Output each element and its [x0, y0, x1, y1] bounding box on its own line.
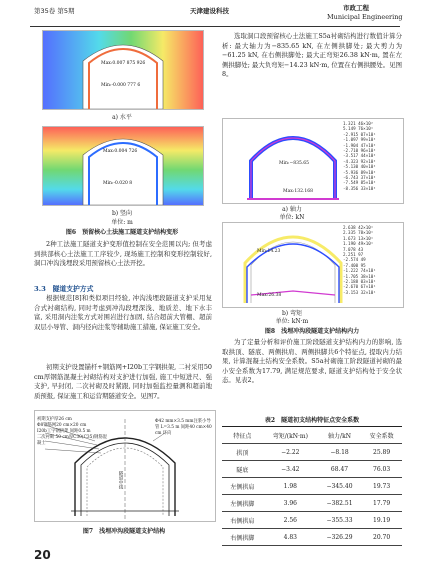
fig8b-legend-2: 1.673 13×10¹	[343, 235, 374, 241]
fig8b-min-label: Min:14.23	[257, 249, 281, 254]
journal-name: 天津建设科技	[190, 7, 229, 15]
fig8a-svg	[223, 119, 403, 203]
fig7-center-label: 隧道中线	[118, 471, 123, 489]
table-cell: −326.29	[318, 529, 361, 546]
fig7-drawing	[34, 410, 216, 522]
fig8b-legend-11: -2.670 67×10¹	[343, 284, 376, 290]
right-paragraph-2: 为了定量分析和评价施工阶段隧道支护结构内力的影响, 选取拱顶、隧底、两侧拱肩、两侧拱脚共6个特征点, 提取内力结果, 计算混凝土结构安全系数。S5a衬砌施工阶段隧道衬砌的最小安全系数为17.79, 满足规范要求, 隧道支护结构处于安全状态。见表2。	[222, 338, 402, 385]
fig8a-unit: 单位: kN	[279, 214, 305, 221]
table-cell: 1.98	[263, 478, 318, 495]
table-cell: 左侧拱肩	[222, 478, 263, 495]
fig8a-legend-4: -1.904 47×10²	[343, 142, 376, 148]
table-row	[222, 461, 402, 478]
fig8b-unit: 单位: kN·m	[275, 318, 309, 325]
fig8b-legend-1: 2.335 78×10¹	[343, 230, 374, 236]
fig8a-axial-force	[222, 118, 404, 204]
page-number: 20	[34, 548, 51, 562]
fig8a-min-label: Min:−835.65	[279, 161, 309, 166]
fig8b-legend-9: -1.705 38×10¹	[343, 273, 376, 279]
section-title-en: Municipal Engineering	[327, 13, 403, 21]
fig8b-legend	[343, 225, 376, 295]
table2	[222, 426, 402, 546]
fig8b-legend-4: 7.078 43	[343, 246, 364, 252]
fig8a-legend-1: 5.149 76×10¹	[343, 126, 374, 132]
fig8b-legend-12: -3.153 32×10¹	[343, 289, 376, 295]
fig7-note-2: Φ8钢筋网20 cm×20 cm	[37, 423, 87, 428]
fig8a-legend-9: -5.936 89×10²	[343, 169, 376, 175]
fig8b-legend-8: -1.222 74×10¹	[343, 268, 376, 274]
fig6a-contour	[42, 30, 204, 110]
fig6b-max-label: Max:0.004 726	[103, 149, 138, 154]
fig6a-svg	[43, 31, 203, 109]
table-cell: 17.79	[361, 495, 402, 512]
table-row	[222, 495, 402, 512]
fig8a-max-label: Max:132.168	[283, 189, 313, 194]
fig6a-max-label: Max:0.007 875 926	[101, 61, 146, 66]
table2-header-row	[222, 427, 402, 444]
fig7-note-3: I20b工字钢拱架 间距0.5 m	[37, 429, 91, 434]
table-row	[222, 512, 402, 529]
left-paragraph-3: 初期支护设置锚杆+钢筋网+I20b工字钢拱架, 二衬采用50 cm厚钢筋混凝土衬砌结构对支护进行加强, 施工中短进尺、强支护, 早封闭, 二次衬砌及时紧跟, 同时加强监控量测和超前地质预报, 保证施工和运营期隧道安全。见图7。	[34, 363, 212, 400]
fig8a-legend-3: -1.097 99×10²	[343, 137, 376, 143]
table-cell: −345.40	[318, 478, 361, 495]
fig8b-sublabel: b) 弯矩	[281, 310, 303, 317]
fig8a-sublabel: a) 轴力	[282, 206, 302, 213]
fig8b-legend-3: 1.190 49×10¹	[343, 241, 374, 247]
table-cell: 4.83	[263, 529, 318, 546]
table2-title: 表2 隧道初支结构特征点安全系数	[264, 417, 360, 424]
table2-header: 安全系数	[361, 427, 402, 444]
fig8a-legend-8: -5.130 40×10²	[343, 164, 376, 170]
fig8a-legend-5: -2.710 96×10²	[343, 148, 376, 154]
fig6b-contour	[42, 126, 204, 206]
fig6b-min-label: Min:-0.020 8	[103, 181, 133, 186]
fig7-note-1: 初期支护厚26 cm	[37, 417, 72, 422]
fig8a-legend-6: -3.517 44×10²	[343, 153, 376, 159]
fig6a-min-label: Min:-0.000 777 6	[101, 83, 141, 88]
fig8b-legend-5: 2.251 97	[343, 252, 364, 258]
table-cell: −355.33	[318, 512, 361, 529]
fig6b-svg	[43, 127, 203, 205]
table-cell: 右侧拱肩	[222, 512, 263, 529]
fig7-caption: 图7 浅埋冲沟段隧道支护结构	[82, 528, 166, 535]
table-cell: 拱顶	[222, 444, 263, 461]
table-row	[222, 529, 402, 546]
fig8b-legend-10: -2.188 03×10¹	[343, 279, 376, 285]
fig6b-sublabel: b) 竖向	[111, 210, 133, 217]
table-cell: −3.42	[263, 461, 318, 478]
table-cell: 20.70	[361, 529, 402, 546]
fig7-notes	[37, 417, 107, 447]
table-cell: 68.47	[318, 461, 361, 478]
section-title-cn: 市政工程	[343, 4, 369, 12]
fig7-note-4: 二次衬砌 50 cm厚C30(C35)钢筋混凝土	[37, 435, 107, 446]
table-cell: 19.73	[361, 478, 402, 495]
fig8b-legend-0: 2.638 42×10¹	[343, 225, 374, 230]
table-row	[222, 444, 402, 461]
table-cell: 76.03	[361, 461, 402, 478]
fig8-caption: 图8 浅埋冲沟段隧道支护结构内力	[264, 328, 360, 335]
fig6-unit: 单位: m	[111, 219, 133, 226]
fig8a-legend-12: -8.356 33×10²	[343, 185, 376, 191]
fig6a-sublabel: a) 水平	[112, 114, 132, 121]
header-rule	[30, 26, 400, 27]
left-paragraph-2: 根据规范[8]和类似项目经验, 冲沟浅埋段隧道支护采用复合式衬砌结构, 同时考虑到冲沟段埋深浅、地质差、地下水丰富, 采用洞内注浆方式对围岩进行加固, 结合超前大管棚、超前双层小导管、洞内径向注浆等辅助施工措施, 保证施工安全。	[34, 294, 212, 331]
journal-volume: 第35卷 第5期	[34, 7, 75, 15]
fig6-caption: 图6 预留核心土法施工隧道支护结构变形	[65, 229, 179, 236]
table-cell: 3.96	[263, 495, 318, 512]
section-heading-3-3: 3.3 隧道支护方式	[34, 285, 94, 293]
fig8a-legend-11: -7.549 85×10²	[343, 180, 376, 186]
table-cell: −2.22	[263, 444, 318, 461]
fig8b-legend-7: -7.400 95	[343, 262, 366, 268]
table2-header: 弯矩/(kN·m)	[263, 427, 318, 444]
table-cell: −382.51	[318, 495, 361, 512]
fig8b-max-label: Max:26.38	[257, 293, 282, 298]
table-cell: −8.18	[318, 444, 361, 461]
fig8a-legend-2: -2.915 07×10¹	[343, 131, 376, 137]
table2-header: 轴力/kN	[318, 427, 361, 444]
fig8a-legend-0: 1.321 46×10²	[343, 121, 374, 126]
table-cell: 右侧拱脚	[222, 529, 263, 546]
fig8b-legend-6: -2.574 49	[343, 257, 366, 263]
table-cell: 左侧拱脚	[222, 495, 263, 512]
table2-header: 特征点	[222, 427, 263, 444]
table-cell: 2.56	[263, 512, 318, 529]
fig8b-bending-moment	[222, 222, 404, 308]
fig8b-svg	[223, 223, 403, 307]
fig8a-legend-7: -4.323 92×10²	[343, 158, 376, 164]
table-cell: 隧底	[222, 461, 263, 478]
table-cell: 19.19	[361, 512, 402, 529]
fig7-right-note: Φ42 mm×3.5 mm注浆小导管 L=3.5 m 间距40 cm×40 cm 环向	[155, 419, 212, 436]
table-cell: 25.89	[361, 444, 402, 461]
right-paragraph-1: 选取洞口段预留核心土法施工S5a衬砌结构进行数值计算分析: 最大轴力为−835.65 kN, 在左侧拱脚处; 最大剪力为−61.25 kN, 在右侧拱脚处; 最大正弯矩26.38 kN·m, 置在左侧拱脚处; 最大负弯矩−14.23 kN·m, 位置在右侧拱腰处。见图8。	[222, 32, 402, 79]
fig8a-legend	[343, 121, 376, 191]
left-paragraph-1: 2种工法施工隧道支护变形值控制在安全范围以内; 但考虑到拱部核心土法施工工序较少, 现场施工控制和变形控制较好, 洞口冲沟浅埋段采用预留核心土法开挖。	[34, 240, 212, 268]
fig8a-legend-10: -6.743 37×10²	[343, 175, 376, 181]
table-row	[222, 478, 402, 495]
